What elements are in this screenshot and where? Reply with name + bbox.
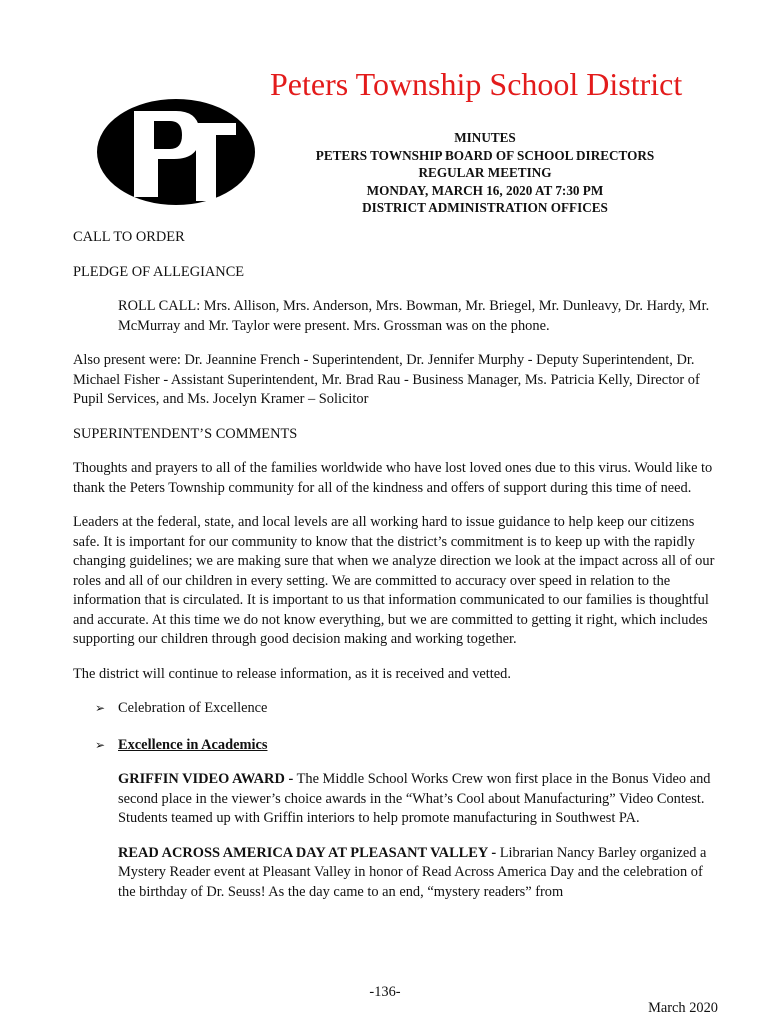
read-across-title: READ ACROSS AMERICA DAY AT PLEASANT VALLEY - — [118, 844, 497, 861]
bullet-academics-text: Excellence in Academics — [118, 736, 268, 753]
griffin-paragraph — [118, 770, 721, 829]
page-number: -136- — [369, 984, 401, 1000]
read-across-paragraph — [118, 844, 721, 903]
bullet-academics — [73, 736, 721, 756]
header-line-location: DISTRICT ADMINISTRATION OFFICES — [362, 200, 608, 215]
header-line-board: PETERS TOWNSHIP BOARD OF SCHOOL DIRECTORS — [315, 147, 655, 163]
bullet-celebration-text: Celebration of Excellence — [118, 700, 268, 716]
thoughts-paragraph: Thoughts and prayers to all of the families worldwide who have lost loved ones due to this virus. Would like to thank the Peters Township community for all of the kindness and offers of support during this time of need. — [73, 460, 713, 496]
bullet-celebration — [73, 699, 721, 719]
roll-call: ROLL CALL: Mrs. Allison, Mrs. Anderson, Mrs. Bowman, Mr. Briegel, Mr. Dunleavy, Dr. Hardy, Mr. McMurray and Mr. Taylor were present. Mrs. Grossman was on the phone. — [118, 298, 710, 334]
footer-date: March 2020 — [648, 1000, 718, 1016]
pledge-of-allegiance: PLEDGE OF ALLEGIANCE — [73, 263, 245, 280]
leaders-paragraph: Leaders at the federal, state, and local levels are all working hard to issue guidance to help keep our citizens safe. It is important for our community to know that the district’s commitment is to keep up with the rapidly changing guidelines; we are making sure that when we analyze direction we look at the impact across all of our roles and all of our children in every setting. We are committed to accuracy over speed in relation to the information that is circulated. It is important to us that information communicated to our families is thoughtful and accurate. At this time we do not know everything, but we are committed to getting it right, which includes supporting our children through good decision making and working together. — [73, 514, 715, 647]
minutes-body — [73, 228, 721, 902]
pt-logo-icon — [96, 97, 256, 207]
call-to-order: CALL TO ORDER — [73, 229, 185, 245]
district-release-paragraph: The district will continue to release information, as it is received and vetted. — [73, 665, 511, 682]
district-title: Peters Township School District — [270, 66, 683, 102]
read-across-text: Librarian Nancy Barley organized a Mystery Reader event at Pleasant Valley in honor of Read Across America Day and the celebration of the birthday of Dr. Seuss! As the day came to an end, “mystery readers” from — [118, 844, 707, 900]
superintendent-heading: SUPERINTENDENT’S COMMENTS — [73, 425, 298, 442]
arrow-bullet-icon: ➢ — [95, 737, 106, 752]
arrow-bullet-icon: ➢ — [95, 701, 106, 715]
header-line-date: MONDAY, MARCH 16, 2020 AT 7:30 PM — [366, 182, 604, 198]
griffin-title: GRIFFIN VIDEO AWARD - — [118, 771, 294, 787]
minutes-header — [290, 129, 680, 217]
also-present: Also present were: Dr. Jeannine French - Superintendent, Dr. Jennifer Murphy - Deputy Superintendent, Dr. Michael Fisher - Assistant Superintendent, Mr. Brad Rau - Business Manager, Ms. Patricia Kelly, Director of Pupil Services, and Ms. Jocelyn Kramer – Solicitor — [73, 352, 700, 407]
header-line-minutes: MINUTES — [454, 130, 516, 145]
griffin-text: The Middle School Works Crew won first place in the Bonus Video and second place in the viewer’s choice awards in the “What’s Cool about Manufacturing” Video Contest. Students teamed up with Griffin interiors to help promote manufacturing in Southwest PA. — [118, 771, 711, 826]
header-line-meeting: REGULAR MEETING — [418, 165, 552, 180]
